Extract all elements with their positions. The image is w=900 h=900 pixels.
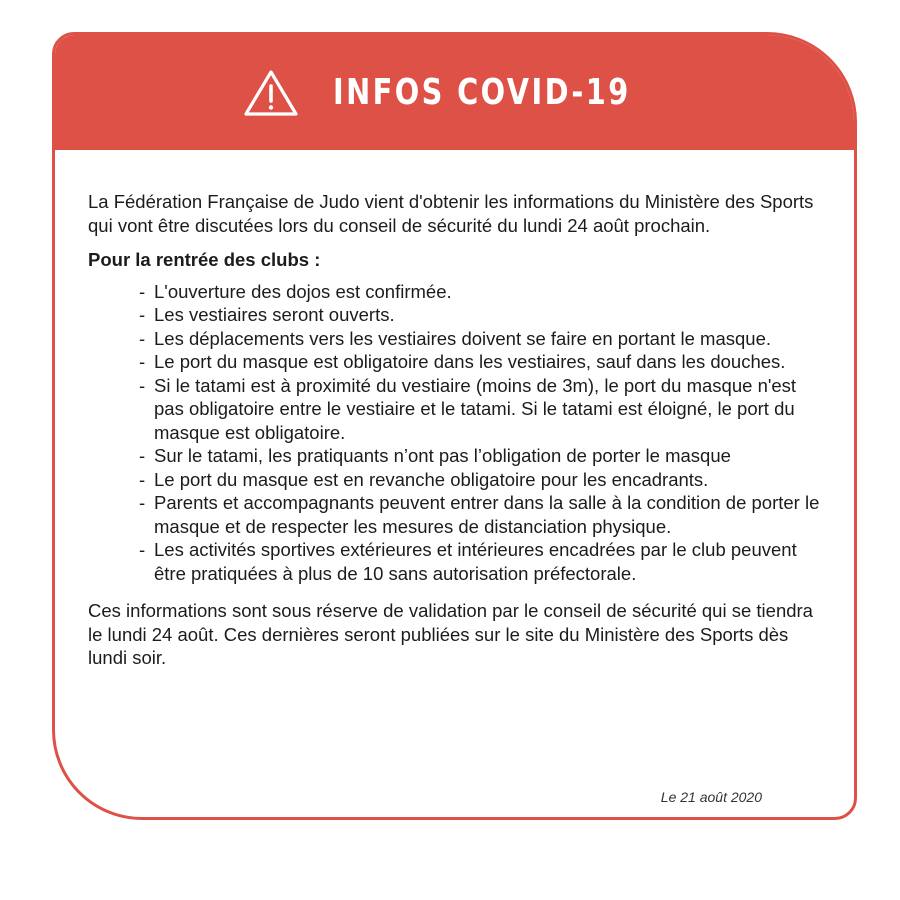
list-item: - Si le tatami est à proximité du vestiaire (moins de 3m), le port du masque n'est pas obligatoire entre le vestiaire et le tatami. Si le tatami est éloigné, le port du masque est obligatoire. (139, 374, 822, 445)
list-item: - Les vestiaires seront ouverts. (139, 303, 822, 327)
list-item: - Le port du masque est obligatoire dans les vestiaires, sauf dans les douches. (139, 350, 822, 374)
card-header (55, 35, 854, 150)
card-body (55, 150, 854, 670)
list-item: - Le port du masque est en revanche obligatoire pour les encadrants. (139, 468, 822, 492)
covid-info-card (52, 32, 857, 820)
rules-list (88, 280, 822, 586)
list-item: - Les activités sportives extérieures et intérieures encadrées par le club peuvent être pratiquées à plus de 10 sans autorisation préfectorale. (139, 538, 822, 585)
list-item: - Les déplacements vers les vestiaires doivent se faire en portant le masque. (139, 327, 822, 351)
section-heading: Pour la rentrée des clubs : (88, 249, 321, 270)
warning-icon (243, 68, 299, 118)
list-item: - L'ouverture des dojos est confirmée. (139, 280, 822, 304)
list-item: - Parents et accompagnants peuvent entrer dans la salle à la condition de porter le masque et de respecter les mesures de distanciation physique. (139, 491, 822, 538)
publication-date: Le 21 août 2020 (660, 789, 762, 805)
list-item: - Sur le tatami, les pratiquants n’ont pas l’obligation de porter le masque (139, 444, 822, 468)
page-title: INFOS COVID-19 (333, 72, 632, 113)
intro-paragraph: La Fédération Française de Judo vient d'obtenir les informations du Ministère des Sports qui vont être discutées lors du conseil de sécurité du lundi 24 août prochain. (88, 191, 814, 236)
closing-paragraph: Ces informations sont sous réserve de validation par le conseil de sécurité qui se tiendra le lundi 24 août. Ces dernières seront publiées sur le site du Ministère des Sports dès lundi soir. (88, 600, 813, 668)
